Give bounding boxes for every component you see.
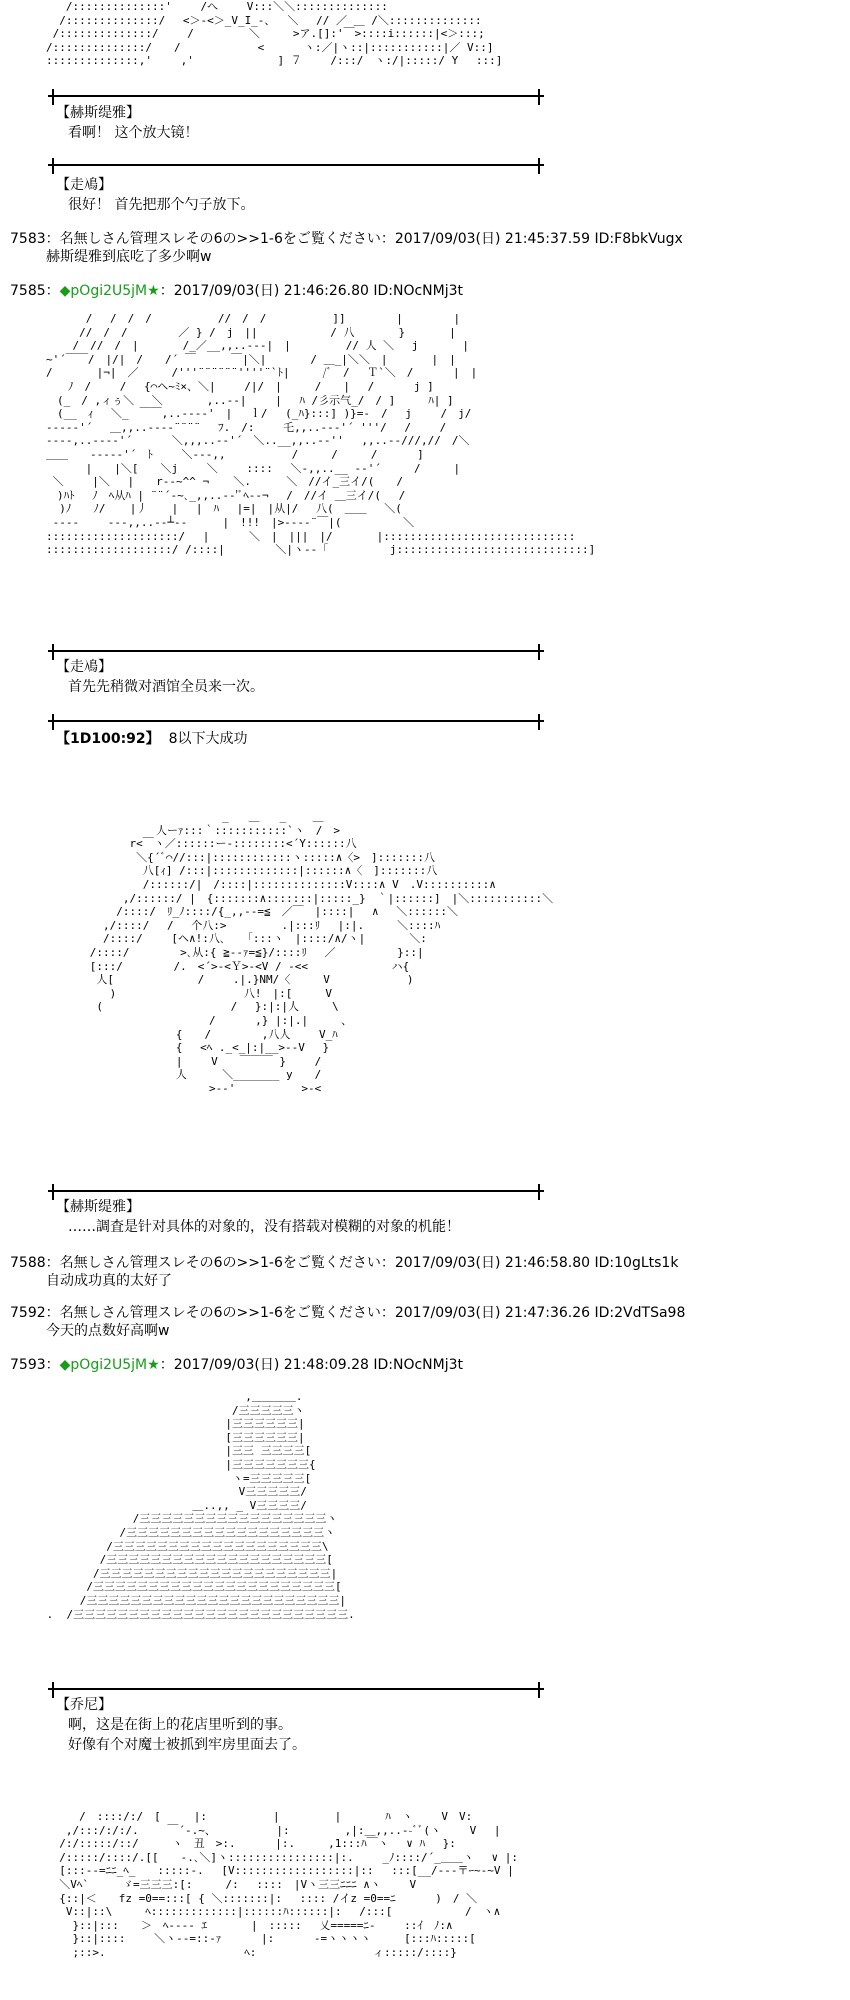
ascii-art-joe: ,＿＿＿＿. /三三三三三ヽ |三三三三三三| [三三三三三三| |三三 三三三三[ |三三三三三三三{ ヽ=三三三三三[ V三三三三三/ ＿..,, _ V三三三三/ /三三三三三三三三三三三三三三三三三ヽ /三三三三三三三三三三三三三三三三三三ヽ /三三三三三三三三三三三三三三三三三三三\ /三三三三三三三三三三三三三三三三三三三三[ /三三三三三三三三三三三三三三三三三三三三三| /三三三三三三三三三三三三三三三三三三三三三三[ /三三三三三三三三三三三三三三三三三三三三三三三| . /三三三三三三三三三三三三三三三三三三三三三三三三三. (46, 1390, 355, 1621)
diamond-icon: ◆ (59, 1357, 71, 1373)
post-date-id: ：2017/09/03(日) 21:46:26.80 ID:NOcNMj3t (159, 283, 464, 299)
dialogue-divider (48, 650, 544, 652)
dice-result: 【1D100:92】 (56, 731, 160, 747)
dialogue-divider (48, 1688, 544, 1690)
post-header: 7583：名無しさん管理スレその6の>>1-6をご覧ください：2017/09/03(日) 21:45:37.59 ID:F8bkVugx (10, 231, 683, 247)
post-text: 今天的点数好高啊w (46, 1323, 170, 1339)
dialogue-line: 啊，这是在街上的花店里听到的事。 (68, 1717, 292, 1733)
post-number: 7585： (10, 283, 60, 299)
dialogue-line: 很好！ 首先把那个勺子放下。 (68, 197, 255, 213)
speaker-name: 【赫斯缇雅】 (56, 1199, 140, 1215)
post-text: 自动成功真的太好了 (46, 1273, 172, 1289)
star-icon: ★ (147, 283, 160, 299)
post-date-id: ：2017/09/03(日) 21:48:09.28 ID:NOcNMj3t (159, 1357, 464, 1373)
post-header: 7588：名無しさん管理スレその6の>>1-6をご覧ください：2017/09/03(日) 21:46:58.80 ID:10gLts1k (10, 1255, 679, 1271)
post-number: 7593： (10, 1357, 60, 1373)
dialogue-line: ……調査是针对具体的对象的，没有搭载对模糊的对象的机能！ (68, 1219, 460, 1235)
post-text: 赫斯缇雅到底吃了多少啊w (46, 249, 212, 265)
diamond-icon: ◆ (59, 283, 71, 299)
dialogue-divider (48, 164, 544, 166)
tripcode-link[interactable]: pOgi2U5jM (70, 283, 148, 299)
ascii-art-bottom: / ::::/:/ [ |: | | ﾊ ヽ V V: ,/:::/:/:/. ￣´-.~、 |: ,|:＿,,..--ﾞﾞ(ヽ V | /:/:::::/::/ ヽ 丑 >:. |:. ,1:::ﾊ￣ヽ ∨ ﾊ }: /:::::/::::/.[[ -.､＼]ヽ::::::::::::::::|:. _ﾉ::::/´_＿＿ヽ ∨ |: [:::--=ﾆﾆ_ﾍ_ :::::-. [V::::::::::::::::::|:: :::[__/--‐〒ｰ~-~V | ＼Vﾍ` ゞ=三三三:[: /: :::: |Vヽ三三ﾆﾆﾆ ∧ヽ V {::|＜ fz =0==:::[ { ＼:::::::|: :::: /イz =0==ﾆ ) / ＼ V::|::\ ﾍ:::::::::::::|::::::ﾊ::::::|: /:::[ / ヽ∧ }::|::: ＞ ﾍ---- ｴ | ::::: 乂=====ﾆ- ::ｲ ﾉ:∧ }::|:::: ＼ヽ--=::-ｧ |: -=ヽヽヽヽ [:::ﾊ:::::[ ;::>. ﾍ: ィ:::::/::::} (59, 1810, 518, 1959)
post-header (10, 282, 463, 300)
dialogue-divider (48, 720, 544, 722)
post-header: 7592：名無しさん管理スレその6の>>1-6をご覧ください：2017/09/03(日) 21:47:36.26 ID:2VdTSa98 (10, 1305, 686, 1321)
ascii-art-hestia: _ ＿ _ ＿ 人ーｧ:::｀:::::::::::`ヽ / > r<￣ヽ／::::::ー-::::::::<´Y::::::八 ＼{´ﾞ⌒//:::|::::::::::::ヽ:::::∧〈> ]:::::::八 八[ｨ] /:::|:::::::::::::|::::::∧〈 ]:::::::八 /::::::/| /::::|::::::::::::::V::::∧ V .V::::::::::∧ ,/::::::/ | {:::::::∧:::::::|:::::_} ｀|::::::] |＼:::::::::::＼ /::::/ ﾘ_ﾉ::::/{_,,--=≦ ／￣ |::::| ∧ ＼::::::＼ ,/::::/ / 个八:> .|:::ﾘ |:|. ＼::::ﾊ /::::/ [ヘ∧!:八､ 「:::ヽ |::::/∧/ヽ| ＼: /::::/ >､从:{ ≧--ｧ=≦}/::::ﾘ ／ }::| [:::/ /. <´>-<Ｙ>-<V / -<< ハ{ 人[ / .|.}NM/〈 V ) ) 八! |:[ V ( / }:|:|人 \ / ,} |:|.| 、 { / ,八人 V_ﾊ { <ﾍ ._<_|:|__>--V } | V ￣￣￣ } / 人 ＼_______ y / >--' >-< (89, 810, 554, 1095)
speaker-name: 【走鳰】 (56, 659, 112, 675)
dialogue-divider (48, 1190, 544, 1192)
speaker-name: 【走鳰】 (56, 177, 112, 193)
star-icon: ★ (147, 1357, 160, 1373)
speaker-name: 【赫斯缇雅】 (56, 105, 140, 121)
speaker-name: 【乔尼】 (56, 1697, 112, 1713)
dialogue-line: 看啊！ 这个放大镜！ (68, 125, 199, 141)
ascii-art-ghost: / / / / // / / ]] | | // / / ／ } / j || / 八 } | / // / | /_／__,,..--‐| | // 人 ＼ j | ~'´￣￣/ |/| / /´ ￣ ￣|＼| / ＿_|＼＼ | | | / |¬| ／ /'''¨¨¨¨¨¨''''¨`ﾄ| /ﾞ / Ｔ`＼ / | | ﾉ / / {⌒ヘ~ﾐ×、＼| /|/ | / | / j ] (_ / ,ィぅ＼ ＼ ,..--| | ﾊ /彡示气_/ / ] ﾊ| ] (__ ｨ ＼_ ￣￣,..--‐‐' | ｌ/ (_ﾊ}:::] )}=- / j / j/ -‐‐‐‐'´ ＿,,..--‐‐¨¨¨¨ ﾌ. /: 乇,,..--‐'´ '''/ / / ‐‐‐‐,..--‐‐'´ ＼,,,..‐‐'´ ＼..__,,..--'' ,,..--///,// /＼ ＿＿ ‐‐‐‐‐'´ ﾄ ＼‐‐-,, / / / ] | |＼[ ＼j ＼ :::: ＼-,,..__ -‐'´ / | ＼ |＼ | r‐‐~^^ ¬ ＼. ＼ //イ_三イ/( / )ﾊﾄ ﾉ ﾍ从ﾊ | ¨¨´‐~､_,,..--'ﾞﾍ--¬ / //イ ＿三イ/( / )ﾉ ﾉ/ |丿 | | ﾊ |=| |从|/ 八( ＿＿ ＼( ‐‐‐‐ ‐‐‐,,..--┴-- | !!! |>‐‐‐‐¨￣|( ＼ ::::::::::::::::::::/ | ＼ | ||| |/ |::::::::::::::::::::::::::::: :::::::::::::::::::/ /::::| ＼|ヽ--「 j:::::::::::::::::::::::::::::] (46, 312, 596, 557)
tripcode-link[interactable]: pOgi2U5jM (70, 1357, 148, 1373)
dialogue-divider (48, 95, 544, 97)
dialogue-line: 好像有个对魔士被抓到牢房里面去了。 (68, 1737, 306, 1753)
post-header (10, 1356, 463, 1374)
ascii-art-top: /::::::::::::::' /へ V:::＼＼:::::::::::::: /::::::::::::::/ <＞-<＞_V_I_-、 ＼ // ／ ＿ /＼:::::::::::::: /::::::::::::::/ / ＼ >ア.[]:'￣>::::i::::::|<＞:::; /::::::::::::::/ / < ヽ:／|ヽ::|:::::::::::|／ V::] ::::::::::::::,' ,' ] ７ /:::/ ヽ:/|:::::/ Y :::] (46, 0, 503, 68)
dialogue-line: 首先先稍微对酒馆全员来一次。 (68, 679, 264, 695)
dice-roll (56, 730, 248, 748)
dice-outcome: 8以下大成功 (168, 731, 248, 747)
